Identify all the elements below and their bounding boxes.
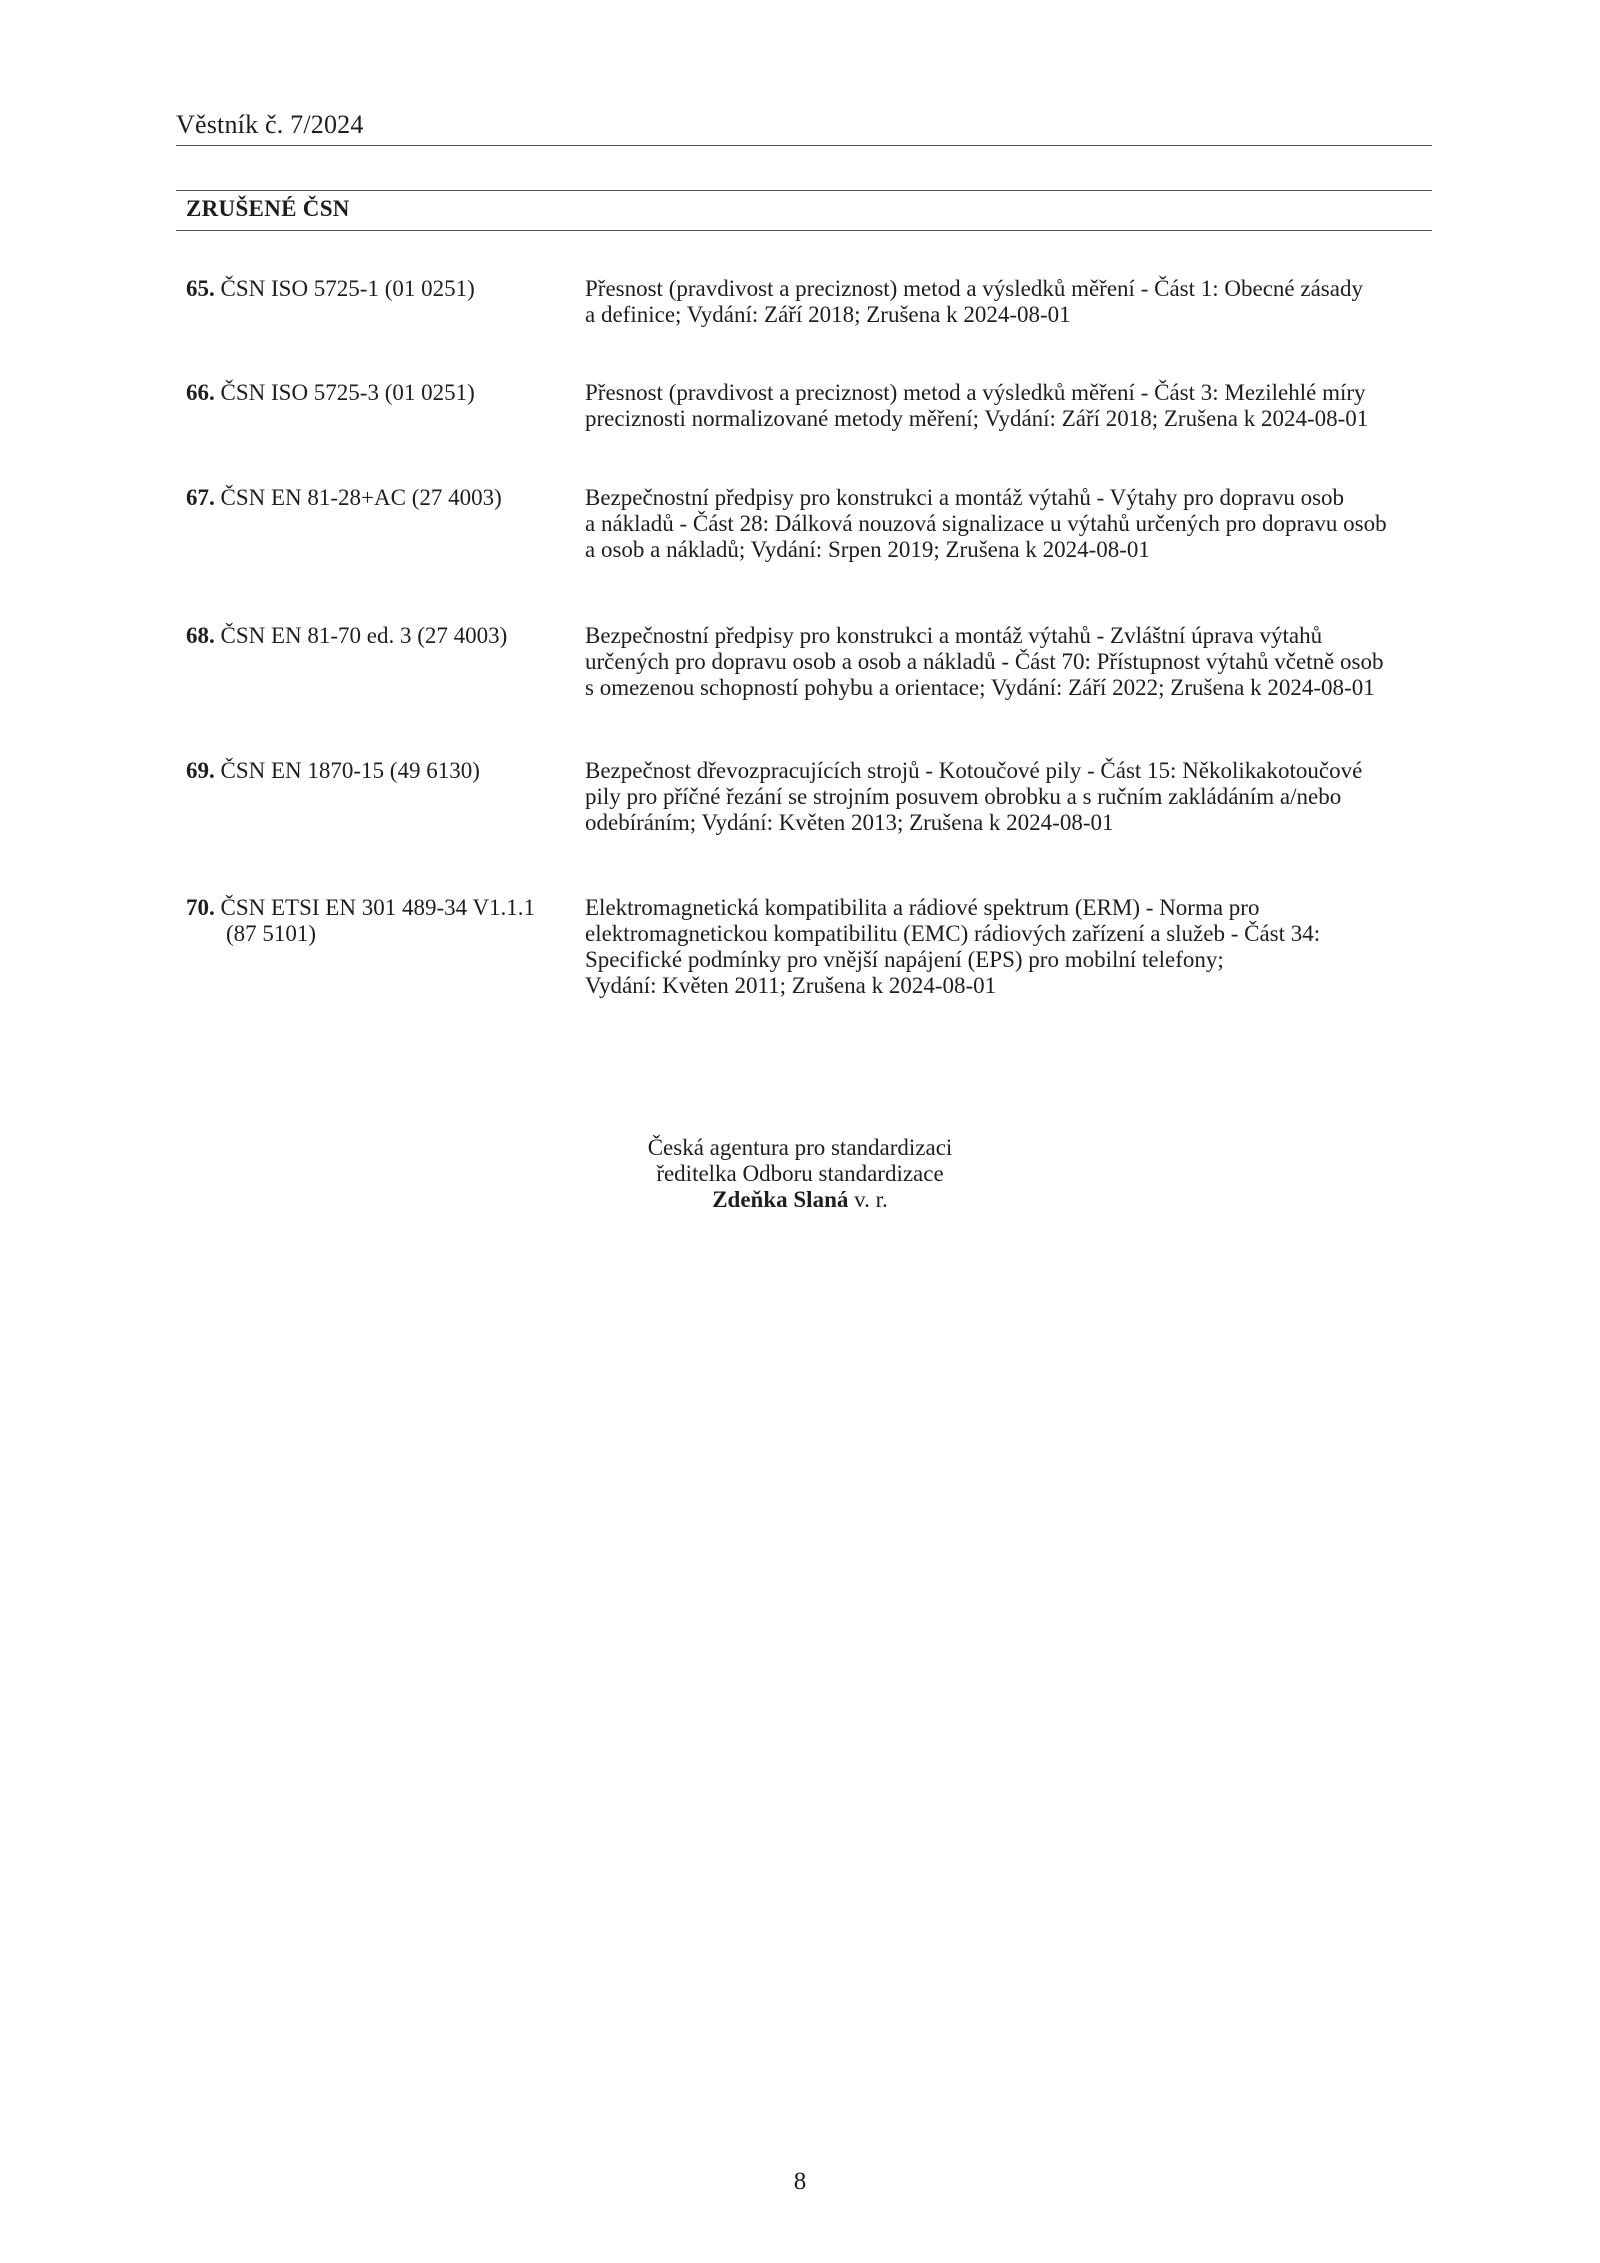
standard-identifier [186,485,571,511]
description-line: a nákladů - Část 28: Dálková nouzová signalizace u výtahů určených pro dopravu osob [585,511,1387,536]
description-line: Bezpečnostní předpisy pro konstrukci a montáž výtahů - Výtahy pro dopravu osob [585,485,1345,510]
description-line: určených pro dopravu osob a osob a nákladů - Část 70: Přístupnost výtahů včetně osob [585,649,1384,674]
description-line: Specifické podmínky pro vnější napájení (EPS) pro mobilní telefony; [585,947,1224,972]
description-line: odebíráním; Vydání: Květen 2013; Zrušena k 2024-08-01 [585,810,1114,835]
standard-identifier [186,758,571,784]
standard-description [585,485,1445,563]
entry-number: 66. [186,380,215,405]
entry-number: 67. [186,485,215,510]
standard-description [585,623,1445,701]
signatory-role: ředitelka Odboru standardizace [656,1161,944,1186]
description-line: elektromagnetickou kompatibilitu (EMC) rádiových zařízení a služeb - Část 34: [585,921,1321,946]
description-line: a definice; Vydání: Září 2018; Zrušena k 2024-08-01 [585,302,1071,327]
entry-number: 68. [186,623,215,648]
description-line: Bezpečnostní předpisy pro konstrukci a montáž výtahů - Zvláštní úprava výtahů [585,623,1323,648]
description-line: Přesnost (pravdivost a preciznost) metod a výsledků měření - Část 1: Obecné zásady [585,276,1363,301]
standard-description [585,276,1445,328]
section-top-rule [176,190,1432,191]
description-line: Elektromagnetická kompatibilita a rádiové spektrum (ERM) - Norma pro [585,895,1260,920]
signatory-line [560,1187,1040,1213]
standard-identifier [186,276,571,302]
description-line: a osob a nákladů; Vydání: Srpen 2019; Zrušena k 2024-08-01 [585,537,1150,562]
standard-identifier [186,895,571,947]
standard-code-continuation: (87 5101) [226,921,317,946]
standard-code: ČSN EN 81-70 ed. 3 (27 4003) [220,623,508,648]
standard-identifier [186,380,571,406]
signature-block [560,1135,1040,1213]
section-title: ZRUŠENÉ ČSN [186,196,350,221]
agency-name: Česká agentura pro standardizaci [647,1135,953,1160]
signature-suffix: v. r. [854,1187,888,1212]
standard-code: ČSN ETSI EN 301 489-34 V1.1.1 [220,895,536,920]
page-number: 8 [793,2168,807,2195]
standard-code: ČSN EN 1870-15 (49 6130) [220,758,480,783]
journal-header: Věstník č. 7/2024 [176,110,364,139]
description-line: Přesnost (pravdivost a preciznost) metod a výsledků měření - Část 3: Mezilehlé míry [585,380,1366,405]
description-line: Bezpečnost dřevozpracujících strojů - Kotoučové pily - Část 15: Několikakotoučové [585,758,1363,783]
standard-description [585,895,1445,999]
entry-number: 69. [186,758,215,783]
standard-description [585,758,1445,836]
standard-code: ČSN EN 81-28+AC (27 4003) [220,485,502,510]
entry-number: 70. [186,895,215,920]
description-line: s omezenou schopností pohybu a orientace; Vydání: Září 2022; Zrušena k 2024-08-01 [585,675,1375,700]
standard-code: ČSN ISO 5725-3 (01 0251) [220,380,475,405]
section-bottom-rule [176,230,1432,231]
signatory-name: Zdeňka Slaná [712,1187,849,1212]
entry-number: 65. [186,276,215,301]
description-line: preciznosti normalizované metody měření; Vydání: Září 2018; Zrušena k 2024-08-01 [585,406,1369,431]
description-line: pily pro příčné řezání se strojním posuvem obrobku a s ručním zakládáním a/nebo [585,784,1342,809]
header-rule [176,145,1432,146]
description-line: Vydání: Květen 2011; Zrušena k 2024-08-01 [585,973,997,998]
standard-code: ČSN ISO 5725-1 (01 0251) [220,276,475,301]
standard-identifier [186,623,571,649]
standard-description [585,380,1445,432]
